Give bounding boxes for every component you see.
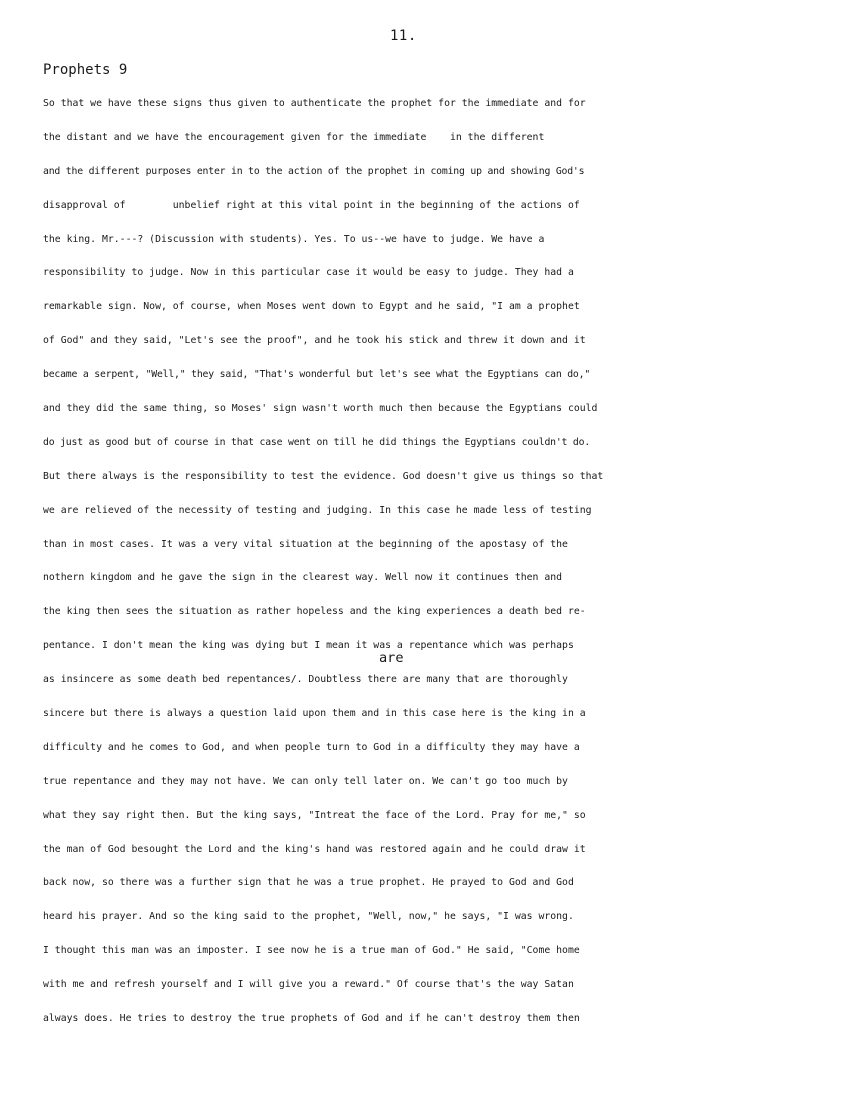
- page-header: Prophets 9: [43, 62, 128, 78]
- text-line: nothern kingdom and he gave the sign in the clearest way. Well now it continues then and: [43, 572, 563, 584]
- text-line: sincere but there is always a question laid upon them and in this case here is the king in a: [43, 708, 586, 720]
- text-line: So that we have these signs thus given to authenticate the prophet for the immediate and for: [43, 98, 586, 109]
- text-line: difficulty and he comes to God, and when people turn to God in a difficulty they may have a: [43, 741, 580, 753]
- text-line: the distant and we have the encouragement given for the immediate in the different: [43, 131, 545, 143]
- text-line: disapproval of unbelief right at this vital point in the beginning of the actions of: [43, 199, 580, 211]
- text-line: with me and refresh yourself and I will give you a reward." Of course that's the way Satan: [43, 979, 574, 991]
- text-line: remarkable sign. Now, of course, when Moses went down to Egypt and he said, "I am a prophet: [43, 301, 580, 313]
- text-line: true repentance and they may not have. We can only tell later on. We can't go too much by: [43, 775, 568, 787]
- text-line: do just as good but of course in that case went on till he did things the Egyptians couldn't do.: [43, 436, 591, 448]
- text-line: than in most cases. It was a very vital situation at the beginning of the apostasy of the: [43, 538, 568, 550]
- body-text: [43, 94, 855, 1043]
- text-line: always does. He tries to destroy the true prophets of God and if he can't destroy them then: [43, 1013, 580, 1025]
- page-number: 11.: [390, 28, 417, 44]
- text-line: what they say right then. But the king says, "Intreat the face of the Lord. Pray for me," so: [43, 809, 586, 821]
- text-line: the man of God besought the Lord and the king's hand was restored again and he could draw it: [43, 843, 586, 855]
- text-line: heard his prayer. And so the king said to the prophet, "Well, now," he says, "I was wrong.: [43, 911, 574, 923]
- text-line: the king then sees the situation as rather hopeless and the king experiences a death bed re-: [43, 606, 586, 618]
- interlinear-insertion: are: [379, 650, 404, 666]
- text-line: became a serpent, "Well," they said, "That's wonderful but let's see what the Egyptians can do,": [43, 369, 591, 381]
- text-line: I thought this man was an imposter. I see now he is a true man of God." He said, "Come home: [43, 945, 580, 957]
- text-line: But there always is the responsibility to test the evidence. God doesn't give us things so that: [43, 470, 604, 482]
- text-line: the king. Mr.---? (Discussion with students). Yes. To us--we have to judge. We have a: [43, 233, 545, 245]
- text-line: of God" and they said, "Let's see the proof", and he took his stick and threw it down and it: [43, 335, 586, 347]
- text-line: responsibility to judge. Now in this particular case it would be easy to judge. They had a: [43, 267, 574, 279]
- text-line: back now, so there was a further sign that he was a true prophet. He prayed to God and God: [43, 877, 574, 889]
- text-line: we are relieved of the necessity of testing and judging. In this case he made less of testing: [43, 504, 592, 516]
- text-line: and the different purposes enter in to the action of the prophet in coming up and showing God's: [43, 165, 585, 177]
- text-line: as insincere as some death bed repentances/. Doubtless there are many that are thoroughly: [43, 674, 568, 686]
- text-line: pentance. I don't mean the king was dying but I mean it was a repentance which was perhaps: [43, 640, 574, 652]
- text-line: and they did the same thing, so Moses' sign wasn't worth much then because the Egyptians could: [43, 403, 598, 415]
